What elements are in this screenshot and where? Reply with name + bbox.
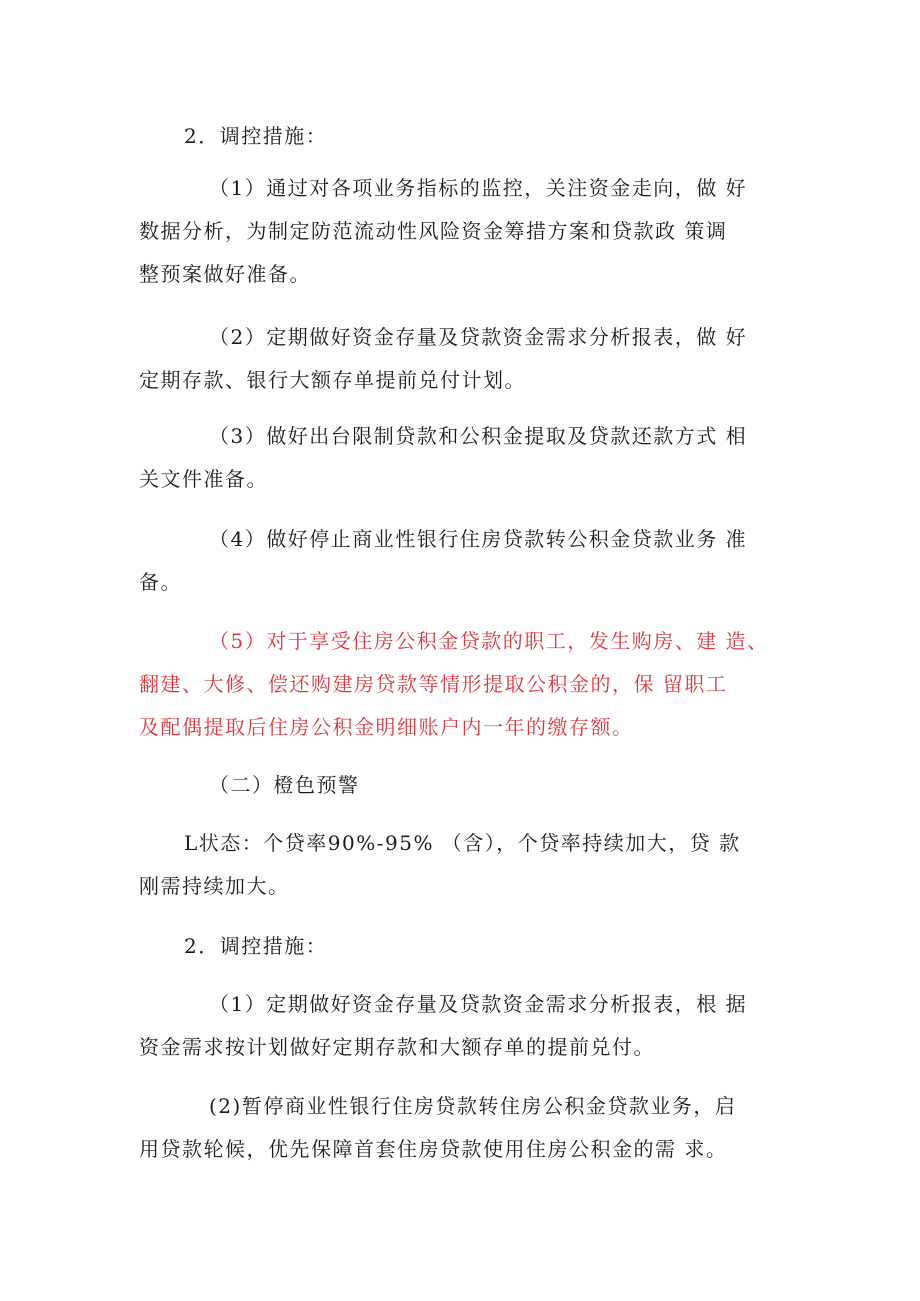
paragraph-line: （5）对于享受住房公积金贷款的职工，发生购房、建 造、 — [209, 629, 769, 653]
paragraph-line: 刚需持续加大。 — [139, 874, 290, 898]
section-heading-orange-warning — [139, 764, 785, 807]
paragraph-line: L状态：个贷率90%-95% （含），个贷率持续加大，贷 款 — [184, 831, 741, 855]
paragraph-line: 及配偶提取后住房公积金明细账户内一年的缴存额。 — [139, 715, 634, 739]
paragraph-line: 资金需求按计划做好定期存款和大额存单的提前兑付。 — [139, 1035, 655, 1059]
paragraph-line: (2)暂停商业性银行住房贷款转住房公积金贷款业务，启 — [209, 1094, 737, 1118]
paragraph-line: （4）做好停止商业性银行住房贷款转公积金贷款业务 准 — [209, 527, 748, 551]
paragraph-line: 数据分析，为制定防范流动性风险资金筹措方案和贷款政 策调 — [139, 219, 728, 243]
paragraph-measure-b1 — [139, 983, 785, 1069]
paragraph-measure-5-highlighted — [139, 620, 785, 749]
paragraph-line: 2．调控措施： — [184, 934, 328, 958]
paragraph-measure-2 — [139, 316, 785, 402]
paragraph-measure-b2 — [139, 1085, 785, 1171]
paragraph-line: 备。 — [139, 570, 182, 594]
paragraph-line: （1）通过对各项业务指标的监控，关注资金走向，做 好 — [209, 176, 748, 200]
paragraph-line: 整预案做好准备。 — [139, 262, 311, 286]
paragraph-line: （3）做好出台限制贷款和公积金提取及贷款还款方式 相 — [209, 424, 748, 448]
paragraph-line: （2）定期做好资金存量及贷款资金需求分析报表，做 好 — [209, 325, 748, 349]
paragraph-line: 翻建、大修、偿还购建房贷款等情形提取公积金的，保 留职工 — [139, 672, 728, 696]
paragraph-line: （1）定期做好资金存量及贷款资金需求分析报表，根 据 — [209, 992, 748, 1016]
paragraph-line: （二）橙色预警 — [209, 773, 360, 797]
paragraph-measure-3 — [139, 415, 785, 501]
paragraph-measures-heading-2 — [139, 925, 785, 968]
paragraph-measure-4 — [139, 518, 785, 604]
paragraph-line: 定期存款、银行大额存单提前兑付计划。 — [139, 368, 526, 392]
paragraph-line: 关文件准备。 — [139, 467, 268, 491]
paragraph-line: 2．调控措施： — [184, 124, 328, 148]
paragraph-measure-1 — [139, 167, 785, 296]
paragraph-line: 用贷款轮候，优先保障首套住房贷款使用住房公积金的需 求。 — [139, 1137, 728, 1161]
paragraph-measures-heading-1 — [139, 115, 785, 158]
paragraph-status — [139, 822, 785, 908]
